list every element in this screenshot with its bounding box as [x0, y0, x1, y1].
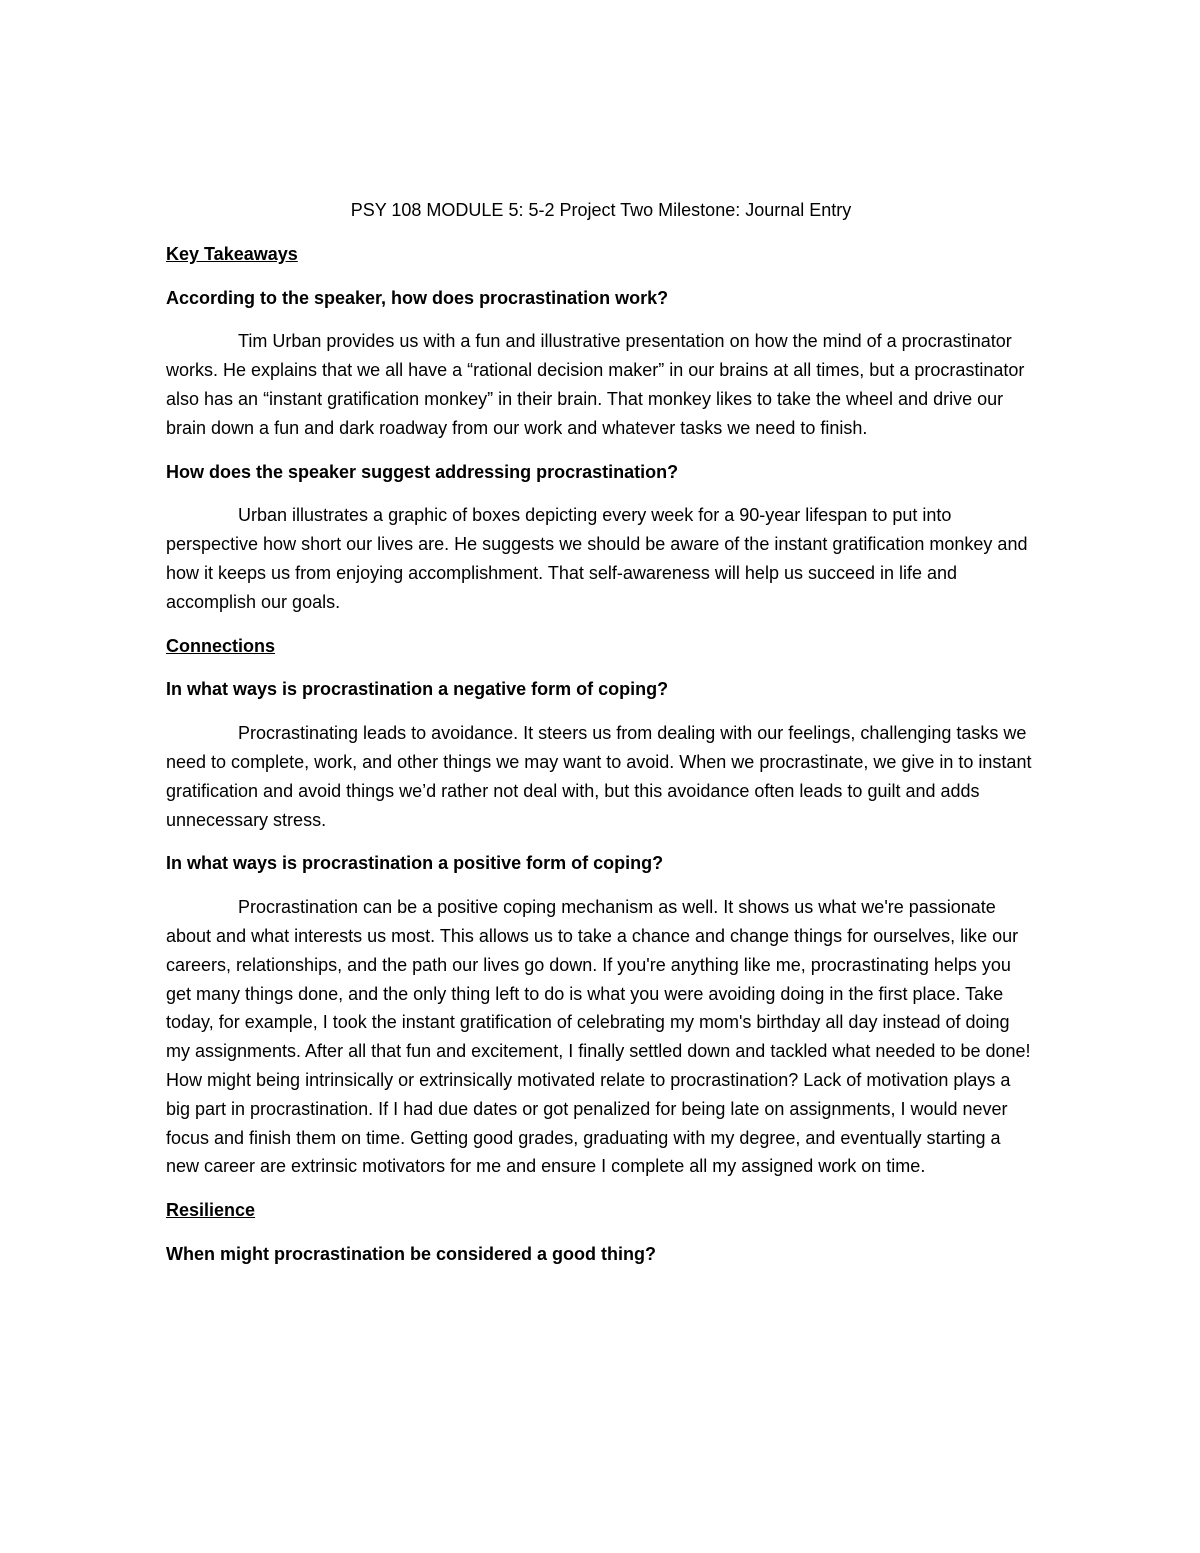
section-heading-resilience: Resilience — [166, 1200, 256, 1221]
section-heading-key-takeaways: Key Takeaways — [166, 243, 298, 264]
question-procrastination-good-thing: When might procrastination be considered a good thing? — [166, 1243, 657, 1264]
section-heading-connections: Connections — [166, 635, 276, 656]
answer-how-procrastination-works: Tim Urban provides us with a fun and illustrative presentation on how the mind of a procrastinator works. He explains that we all have a “rational decision maker” in our brains at all times, but a procrastinator also has an “instant gratification monkey” in their brain. That monkey likes to take the wheel and drive our brain down a fun and dark roadway from our work and whatever tasks we need to finish. — [166, 331, 1025, 438]
answer-negative-coping: Procrastinating leads to avoidance. It steers us from dealing with our feelings, challenging tasks we need to complete, work, and other things we may want to avoid. When we procrastinate, we give in to instant gratification and avoid things we’d rather not deal with, but this avoidance often leads to guilt and adds unnecessary stress. — [166, 723, 1032, 830]
answer-addressing-procrastination: Urban illustrates a graphic of boxes depicting every week for a 90-year lifespan to put into perspective how short our lives are. He suggests we should be aware of the instant gratification monkey and how it keeps us from enjoying accomplishment. That self-awareness will help us succeed in life and accomplish our goals. — [166, 505, 1028, 612]
answer-positive-coping: Procrastination can be a positive coping mechanism as well. It shows us what we're passionate about and what interests us most. This allows us to take a chance and change things for ourselves, like our careers, relationships, and the path our lives go down. If you're anything like me, procrastinating helps you get many things done, and the only thing left to do is what you were avoiding doing in the first place. Take today, for example, I took the instant gratification of celebrating my mom's birthday all day instead of doing my assignments. After all that fun and excitement, I finally settled down and tackled what needed to be done! How might being intrinsically or extrinsically motivated relate to procrastination? Lack of motivation plays a big part in procrastination. If I had due dates or got penalized for being late on assignments, I would never focus and finish them on time. Getting good grades, graduating with my degree, and eventually starting a new career are extrinsic motivators for me and ensure I complete all my assigned work on time. — [166, 897, 1031, 1177]
question-how-procrastination-works: According to the speaker, how does procrastination work? — [166, 287, 669, 308]
question-negative-coping: In what ways is procrastination a negative form of coping? — [166, 679, 669, 700]
question-addressing-procrastination: How does the speaker suggest addressing procrastination? — [166, 461, 679, 482]
document-body — [166, 196, 1036, 1284]
question-positive-coping: In what ways is procrastination a positive form of coping? — [166, 853, 664, 874]
document-title: PSY 108 MODULE 5: 5-2 Project Two Milestone: Journal Entry — [350, 200, 852, 220]
